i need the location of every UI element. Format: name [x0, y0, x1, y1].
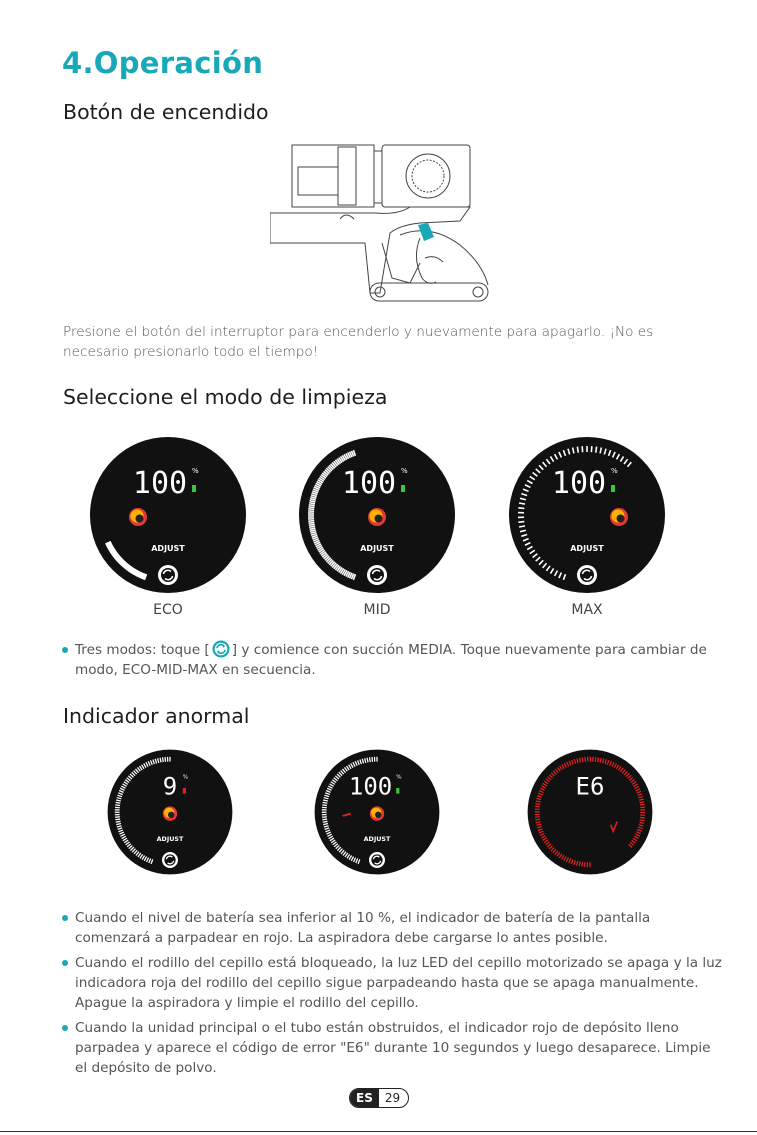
percent-sign: %	[192, 467, 199, 475]
mode-button-icon	[369, 852, 385, 868]
mode-flame-icon	[368, 508, 386, 526]
battery-indicator	[401, 485, 405, 492]
mode-button-icon	[577, 565, 597, 585]
mode-label-mid: MID	[363, 602, 391, 618]
mode-button-icon	[158, 565, 178, 585]
dial-face	[313, 748, 441, 876]
heading-power-button: Botón de encendido	[63, 100, 269, 124]
display-eco-mode	[88, 435, 248, 595]
mode-label-eco: ECO	[153, 602, 183, 618]
page-title: 4.Operación	[62, 46, 264, 80]
adjust-label: ADJUST	[570, 544, 604, 553]
abnormal-bullet-brush: Cuando el rodillo del cepillo está bloqueado, la luz LED del cepillo motorizado se apaga y la luz indicadora roja del rodillo del cepillo sigue parpadeando hasta que se apaga manualmente. Apague la aspiradora y limpie el rodillo del cepillo.	[62, 953, 722, 1013]
percent-sign: %	[611, 467, 618, 475]
mode-flame-icon	[610, 508, 628, 526]
mode-flame-icon	[370, 806, 384, 820]
adjust-label: ADJUST	[360, 544, 394, 553]
percent-sign: %	[401, 467, 408, 475]
dial-face	[88, 435, 248, 595]
heading-abnormal-indicator: Indicador anormal	[63, 704, 250, 728]
abnormal-bullet-clog: Cuando la unidad principal o el tubo están obstruidos, el indicador rojo de depósito lleno parpadea y aparece el código de error "E6" durante 10 segundos y luego desaparece. Limpie el depósito de polvo.	[62, 1018, 722, 1078]
display-digits: 100	[551, 466, 607, 501]
battery-indicator	[183, 788, 186, 794]
mode-button-icon	[162, 852, 178, 868]
dial-face	[526, 748, 654, 876]
dial-face	[297, 435, 457, 595]
battery-indicator	[611, 485, 615, 492]
display-mid-mode	[297, 435, 457, 595]
percent-sign: %	[396, 774, 402, 781]
battery-indicator	[192, 485, 196, 492]
display-low-battery	[106, 748, 234, 876]
page-footer	[349, 1088, 409, 1108]
page-number: 29	[384, 1091, 401, 1105]
vacuum-handle-illustration	[270, 143, 492, 308]
mode-flame-icon	[129, 508, 147, 526]
display-digits: 9	[162, 772, 178, 801]
mode-button-icon	[367, 565, 387, 585]
bottom-divider	[0, 1131, 757, 1132]
heading-cleaning-mode: Seleccione el modo de limpieza	[63, 385, 388, 409]
display-digits: E6	[575, 772, 605, 801]
mode-flame-icon	[163, 806, 177, 820]
power-instructions: Presione el botón del interruptor para encenderlo y nuevamente para apagarlo. ¡No es necesario presionarlo todo el tiempo!	[63, 324, 654, 360]
adjust-label: ADJUST	[363, 834, 391, 843]
abnormal-bullets	[62, 908, 722, 1083]
mode-bullets	[62, 640, 722, 685]
dial-face	[507, 435, 667, 595]
display-digits: 100	[341, 466, 397, 501]
display-brush-blocked	[313, 748, 441, 876]
dial-face	[106, 748, 234, 876]
adjust-label: ADJUST	[156, 834, 184, 843]
adjust-label: ADJUST	[151, 544, 185, 553]
mode-bullet: Tres modos: toque [ ] y comience con succión MEDIA. Toque nuevamente para cambiar de modo, ECO-MID-MAX en secuencia.	[62, 640, 722, 680]
display-digits: 100	[132, 466, 188, 501]
display-max-mode	[507, 435, 667, 595]
battery-indicator	[396, 788, 399, 794]
display-error-e6	[526, 748, 654, 876]
abnormal-bullet-battery: Cuando el nivel de batería sea inferior al 10 %, el indicador de batería de la pantalla comenzará a parpadear en rojo. La aspiradora debe cargarse lo antes posible.	[62, 908, 722, 948]
language-badge: ES	[350, 1089, 379, 1107]
percent-sign: %	[182, 774, 189, 781]
display-digits: 100	[348, 772, 393, 801]
mode-toggle-icon	[212, 640, 230, 658]
mode-label-max: MAX	[571, 602, 603, 618]
